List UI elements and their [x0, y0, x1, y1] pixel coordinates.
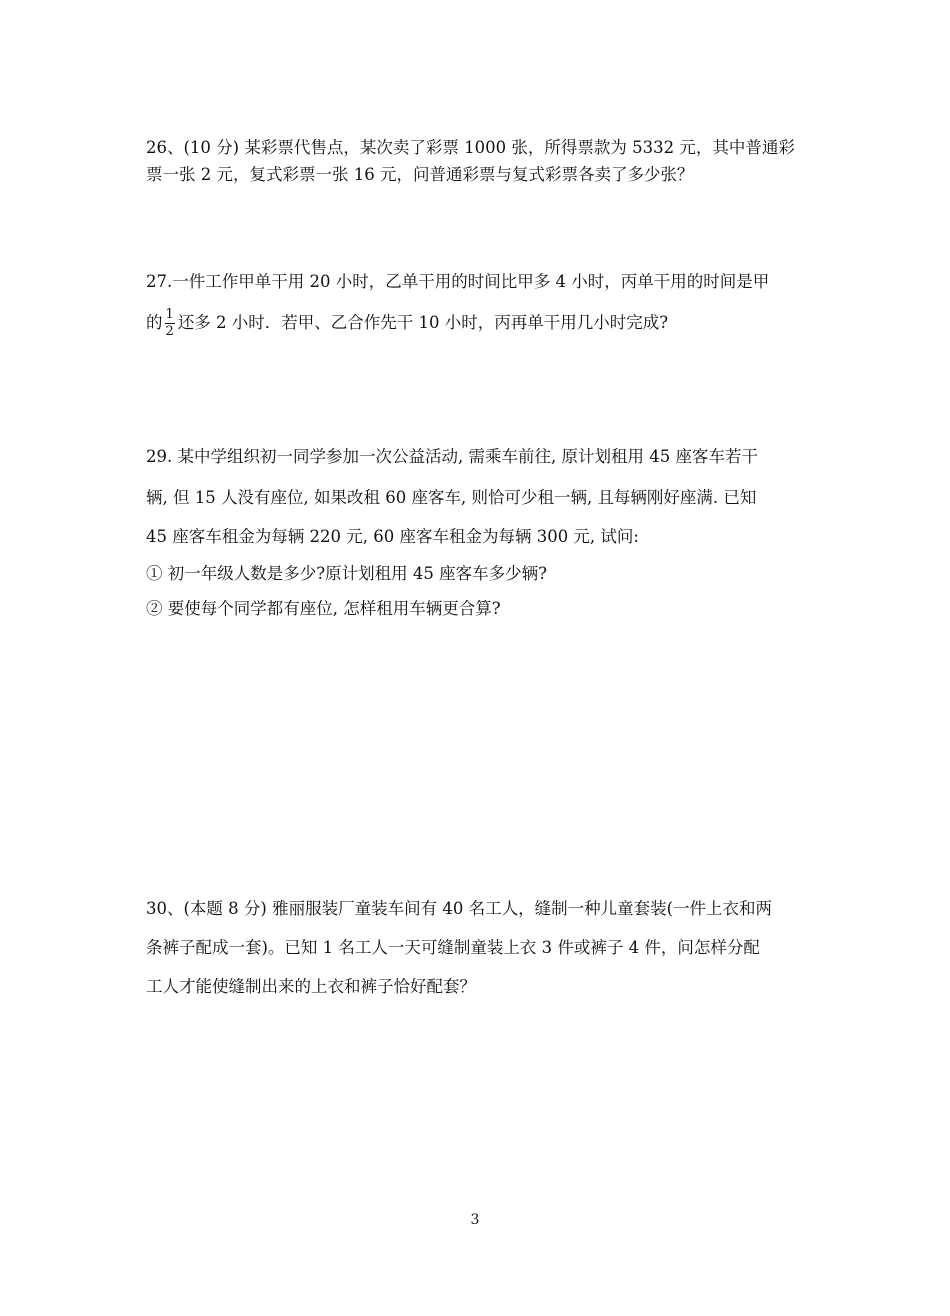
page-number: 3: [470, 1212, 480, 1228]
question-27-line-2: [146, 307, 668, 340]
question-27-line-1: 27.一件工作甲单干用 20 小时，乙单干用的时间比甲多 4 小时，丙单干用的时间是甲: [146, 272, 770, 291]
question-26-line-2: 票一张 2 元，复式彩票一张 16 元，问普通彩票与复式彩票各卖了多少张？: [146, 165, 694, 184]
question-30-line-3: 工人才能使缝制出来的上衣和裤子恰好配套？: [146, 977, 476, 996]
question-29-line-1: 29. 某中学组织初一同学参加一次公益活动, 需乘车前往, 原计划租用 45 座客车若干: [146, 447, 758, 466]
question-30-line-1: 30、(本题 8 分) 雅丽服装厂童装车间有 40 名工人，缝制一种儿童套装(一件上衣和两: [146, 899, 773, 918]
question-30-line-2: 条裤子配成一套)。已知 1 名工人一天可缝制童装上衣 3 件或裤子 4 件，问怎样分配: [146, 938, 760, 957]
question-27-prefix: 的: [146, 313, 163, 332]
question-29-line-2: 辆, 但 15 人没有座位, 如果改租 60 座客车, 则恰可少租一辆, 且每辆刚好座满. 已知: [146, 488, 757, 507]
question-27-suffix: 还多 2 小时．若甲、乙合作先干 10 小时，丙再单干用几小时完成?: [177, 313, 669, 332]
question-26-line-1: 26、(10 分) 某彩票代售点，某次卖了彩票 1000 张，所得票款为 5332 元，其中普通彩: [146, 138, 795, 157]
question-29-line-3: 45 座客车租金为每辆 220 元, 60 座客车租金为每辆 300 元, 试问:: [146, 527, 639, 546]
fraction-one-half: [165, 307, 175, 340]
question-29-sub-2: ② 要使每个同学都有座位, 怎样租用车辆更合算?: [146, 599, 501, 618]
fraction-denominator: 2: [165, 324, 174, 339]
question-29-sub-1: ① 初一年级人数是多少?原计划租用 45 座客车多少辆?: [146, 564, 547, 583]
fraction-numerator: 1: [165, 307, 174, 322]
